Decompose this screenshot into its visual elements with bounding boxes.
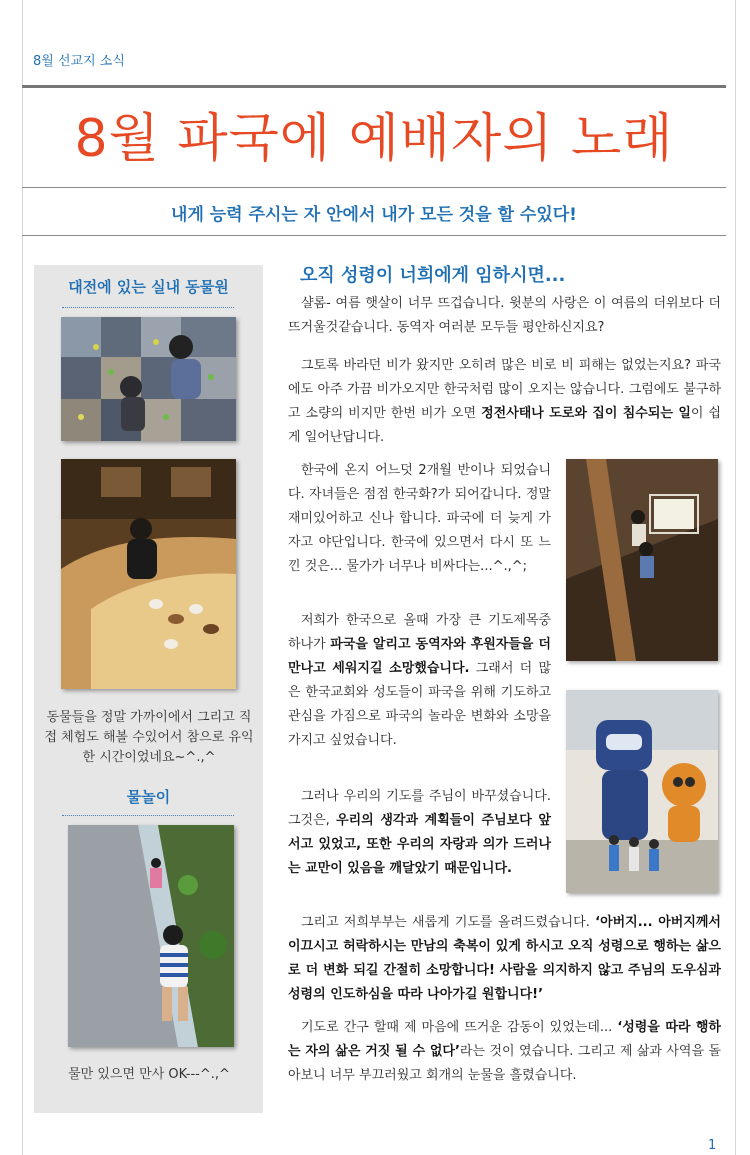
paragraph-new-prayer: [288, 911, 721, 1007]
zoo-guinea-pig-photo: [61, 459, 236, 689]
paragraph-korea-life: 한국에 온지 어느덧 2개월 반이나 되었습니다. 자녀들은 점점 한국화?가 되어갑니다. 정말 재미있어하고 신나 합니다. 파국에 더 늦게 가자고 야단입니다. 한국에 있으면서 다시 또 느낀 것은... 물가가 너무나 비싸다는...^.,^;: [288, 463, 551, 574]
paragraph-text: 그러나 우리의 기도를 주님이 바꾸셨습니다. 그것은,: [288, 789, 551, 828]
emphasis-text: ‘성령을 따라 행하는 자의 삶은 거짓 될 수 없다’: [288, 1020, 721, 1059]
paragraph-prayer-topic: [288, 609, 551, 753]
water-play-photo: [68, 825, 234, 1047]
paragraph-rain: [288, 354, 721, 450]
sidebar-heading-water-play: 물놀이: [126, 788, 171, 806]
paragraph-text: 그토록 바라던 비가 왔지만 오히려 많은 비로 비 피해는 없었는지요? 파국에도 아주 가끔 비가오지만 한국처럼 많이 오지는 않습니다. 그럼에도 불구하고 소량의 비지만 한번 비가 오면: [288, 358, 721, 421]
paragraph-text: 그리고 저희부부는 새롭게 기도를 올려드렸습니다.: [301, 915, 596, 930]
dotted-divider: [62, 815, 234, 816]
title-divider: [22, 187, 726, 188]
robot-statue-photo: [566, 690, 718, 893]
sidebar: [34, 265, 263, 1113]
water-play-caption: 물만 있으면 만사 OK---^.,^: [68, 1067, 230, 1082]
paragraph-text: 저희가 한국으로 올때 가장 큰 기도제목중 하나가: [288, 613, 551, 652]
article-heading: 오직 성령이 너희에게 임하시면...: [300, 265, 566, 286]
paragraph-text: 기도로 간구 할때 제 마음에 뜨거운 감동이 있었는데...: [301, 1020, 618, 1035]
zoo-caption: 동물들을 정말 가까이에서 그리고 직접 체험도 해볼 수있어서 참으로 유익한 시간이었네요~^.,^: [44, 710, 254, 765]
dotted-divider: [62, 307, 234, 308]
right-page-edge: [735, 0, 736, 1155]
paragraph-changed-prayer: [288, 785, 551, 881]
paragraph-text: 이 쉽게 일어난답니다.: [288, 406, 721, 445]
emphasis-text: 우리의 생각과 계획들이 주님보다 앞서고 있었고, 또한 우리의 자랑과 의가 드러나는 교만이 있음을 깨달았기 때문입니다.: [288, 813, 551, 876]
paragraph-holy-spirit: [288, 1016, 721, 1088]
page-title: 8월 파국에 예배자의 노래: [74, 109, 674, 169]
subtitle-divider: [22, 235, 726, 236]
newsletter-label: 8월 선교지 소식: [33, 54, 125, 69]
emphasis-text: 정전사태나 도로와 집이 침수되는 일: [481, 406, 691, 421]
paragraph-text: 그래서 더 많은 한국교회와 성도들이 파국을 위해 기도하고 관심을 가짐으로 파국의 놀라운 변화와 소망을 가지고 싶었습니다.: [288, 661, 552, 748]
paragraph-greeting: 샬롬- 여름 햇살이 너무 뜨겁습니다. 윗분의 사랑은 이 여름의 더위보다 더 뜨거울것같습니다. 동역자 여러분 모두들 평안하신지요?: [288, 296, 721, 335]
page-number: 1: [708, 1138, 717, 1153]
zoo-birds-photo: [61, 317, 236, 441]
children-climbing-photo: [566, 459, 718, 661]
header-rule: [22, 85, 726, 88]
subtitle: 내게 능력 주시는 자 안에서 내가 모든 것을 할 수있다!: [171, 205, 577, 225]
sidebar-heading-zoo: 대전에 있는 실내 동물원: [68, 278, 229, 296]
emphasis-text: 파국을 알리고 동역자와 후원자들을 더 만나고 세워지길 소망했습니다.: [288, 637, 551, 676]
emphasis-text: ‘아버지... 아버지께서 이끄시고 허락하시는 만남의 축복이 있게 하시고 오직 성령으로 행하는 삶으로 더 변화 되길 간절히 소망합니다! 사람을 의지하지 않고 주님의 도우심과 성령의 인도하심을 따라 나아가길 원합니다!’: [288, 915, 721, 1002]
paragraph-text: 라는 것이 였습니다. 그리고 제 삶과 사역을 돌아보니 너무 부끄러웠고 회개의 눈물을 흘렸습니다.: [288, 1044, 721, 1083]
